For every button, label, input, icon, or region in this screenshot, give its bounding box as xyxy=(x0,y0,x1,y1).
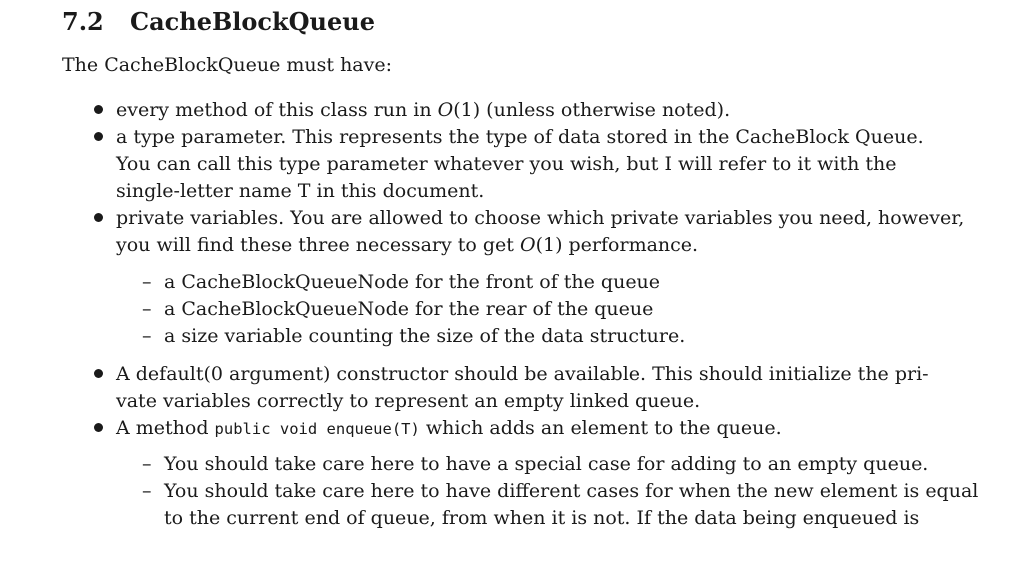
bullet-1-text: every method of this class run in O(1) (unless otherwise noted). xyxy=(116,99,731,121)
bullet-4-line-1: A default(0 argument) constructor should be available. This should initialize the pri- xyxy=(116,363,929,385)
bullet-marker xyxy=(94,369,103,378)
dash-marker: – xyxy=(142,271,152,293)
sub-item-continuation: to the current end of queue, from when it is not. If the data being enqueued is xyxy=(164,507,920,529)
bullet-2-line-3: single-letter name T in this document. xyxy=(116,180,485,202)
bullet-3-line-1: private variables. You are allowed to choose which private variables you need, however, xyxy=(116,207,965,229)
bullet-4-line-2: vate variables correctly to represent an empty linked queue. xyxy=(116,390,701,412)
sub-item: a CacheBlockQueueNode for the rear of the queue xyxy=(164,298,654,320)
section-heading xyxy=(62,7,375,36)
bullet-5-text: A method public void enqueue(T) which adds an element to the queue. xyxy=(116,417,782,439)
section-number: 7.2 xyxy=(62,7,104,36)
sub-item: a size variable counting the size of the data structure. xyxy=(164,325,686,347)
bullet-2-line-1: a type parameter. This represents the type of data stored in the CacheBlock Queue. xyxy=(116,126,924,148)
dash-marker: – xyxy=(142,298,152,320)
bullet-marker xyxy=(94,213,103,222)
section-title: CacheBlockQueue xyxy=(130,7,375,36)
bullet-2-line-2: You can call this type parameter whatever you wish, but I will refer to it with the xyxy=(116,153,897,175)
sub-item: You should take care here to have different cases for when the new element is equal xyxy=(164,480,979,502)
sub-item: You should take care here to have a special case for adding to an empty queue. xyxy=(164,453,929,475)
dash-marker: – xyxy=(142,325,152,347)
dash-marker: – xyxy=(142,480,152,502)
bullet-marker xyxy=(94,132,103,141)
bullet-marker xyxy=(94,105,103,114)
bullet-3-line-2: you will find these three necessary to get O(1) performance. xyxy=(116,234,699,256)
bullet-marker xyxy=(94,423,103,432)
intro-paragraph: The CacheBlockQueue must have: xyxy=(62,54,393,76)
code-snippet: public void enqueue(T) xyxy=(214,420,420,438)
sub-item: a CacheBlockQueueNode for the front of the queue xyxy=(164,271,661,293)
dash-marker: – xyxy=(142,453,152,475)
